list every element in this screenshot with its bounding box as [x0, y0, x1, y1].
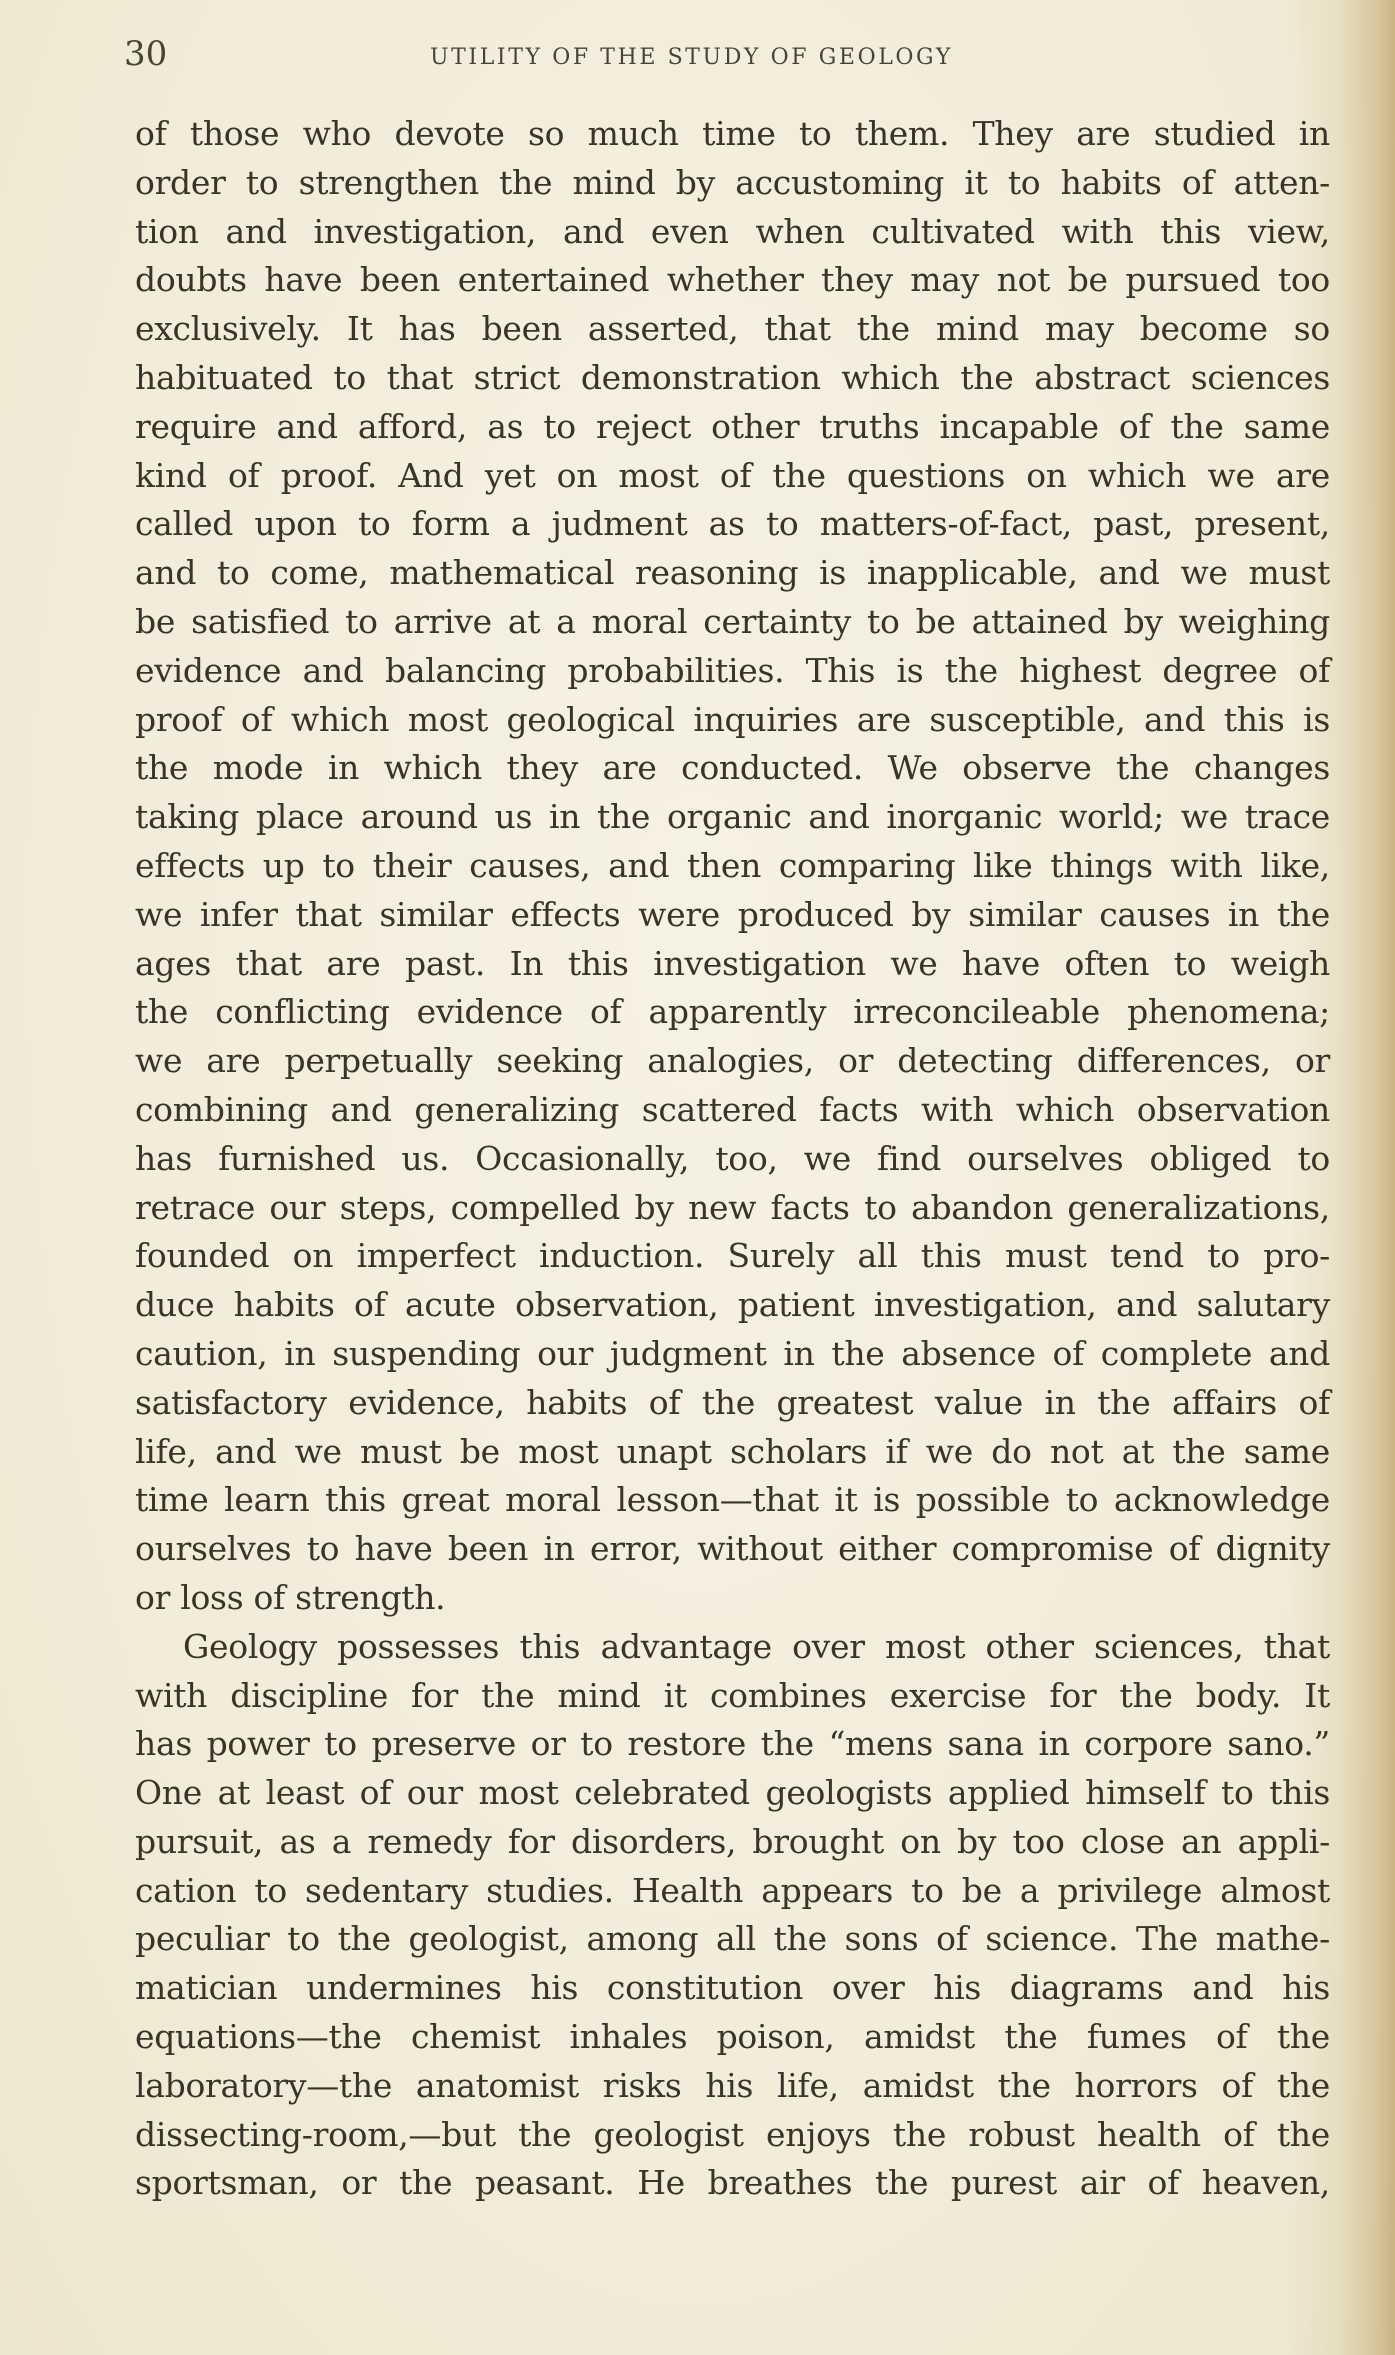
text-line: exclusively. It has been asserted, that the mind may become so: [135, 309, 1330, 349]
text-line: has furnished us. Occasionally, too, we find ourselves obliged to: [135, 1138, 1330, 1178]
text-line: Geology possesses this advantage over most other sciences, that: [183, 1626, 1330, 1666]
text-line: of those who devote so much time to them. They are studied in: [135, 114, 1330, 153]
page-number: 30: [124, 34, 168, 74]
text-line: sportsman, or the peasant. He breathes the purest air of heaven,: [135, 2163, 1330, 2203]
text-line: One at least of our most celebrated geologists applied himself to this: [135, 1773, 1330, 1813]
text-line: caution, in suspending our judgment in the absence of complete and: [135, 1333, 1330, 1373]
text-line: peculiar to the geologist, among all the sons of science. The mathe-: [135, 1919, 1330, 1959]
running-head: [0, 34, 1395, 74]
text-line: time learn this great moral lesson—that it is possible to acknowledge: [135, 1480, 1330, 1520]
paragraph-1: [135, 110, 1330, 1623]
text-line: habituated to that strict demonstration which the abstract sciences: [135, 357, 1330, 397]
paragraph-2: [135, 1623, 1330, 2209]
text-line: life, and we must be most unapt scholars if we do not at the same: [135, 1431, 1330, 1471]
body-text: [135, 110, 1330, 2208]
text-line: we are perpetually seeking analogies, or detecting differences, or: [135, 1041, 1330, 1081]
text-line: ourselves to have been in error, without either compromise of dignity: [135, 1529, 1330, 1569]
text-line: the mode in which they are conducted. We observe the changes: [135, 748, 1330, 788]
text-line: order to strengthen the mind by accustoming it to habits of atten-: [135, 162, 1330, 202]
running-title: UTILITY OF THE STUDY OF GEOLOGY: [430, 45, 953, 70]
text-line: the conflicting evidence of apparently irreconcileable phenomena;: [135, 992, 1330, 1032]
text-line: founded on imperfect induction. Surely all this must tend to pro-: [135, 1236, 1330, 1276]
text-line: require and afford, as to reject other truths incapable of the same: [135, 406, 1330, 446]
text-line: equations—the chemist inhales poison, amidst the fumes of the: [135, 2017, 1330, 2057]
text-line: tion and investigation, and even when cultivated with this view,: [135, 211, 1330, 251]
text-line: satisfactory evidence, habits of the greatest value in the affairs of: [135, 1382, 1330, 1422]
text-line: proof of which most geological inquiries are susceptible, and this is: [135, 699, 1330, 739]
text-line: kind of proof. And yet on most of the questions on which we are: [135, 455, 1330, 495]
text-line: be satisfied to arrive at a moral certainty to be attained by weighing: [135, 601, 1330, 641]
text-line: effects up to their causes, and then comparing like things with like,: [135, 845, 1330, 885]
text-line: matician undermines his constitution over his diagrams and his: [135, 1968, 1330, 2008]
text-line: laboratory—the anatomist risks his life, amidst the horrors of the: [135, 2065, 1330, 2105]
text-line: or loss of strength.: [135, 1577, 446, 1617]
text-line: combining and generalizing scattered facts with which observation: [135, 1089, 1330, 1129]
text-line: called upon to form a judment as to matters-of-fact, past, present,: [135, 504, 1330, 544]
text-line: duce habits of acute observation, patient investigation, and salutary: [135, 1285, 1330, 1325]
text-line: retrace our steps, compelled by new facts to abandon generalizations,: [135, 1187, 1330, 1227]
text-line: we infer that similar effects were produced by similar causes in the: [135, 894, 1330, 934]
text-line: evidence and balancing probabilities. This is the highest degree of: [135, 650, 1330, 690]
text-line: cation to sedentary studies. Health appears to be a privilege almost: [135, 1870, 1330, 1910]
text-line: ages that are past. In this investigation we have often to weigh: [135, 943, 1330, 983]
text-line: doubts have been entertained whether they may not be pursued too: [135, 260, 1330, 300]
text-line: pursuit, as a remedy for disorders, brought on by too close an appli-: [135, 1821, 1330, 1861]
text-line: has power to preserve or to restore the “mens sana in corpore sano.”: [135, 1724, 1330, 1764]
text-line: and to come, mathematical reasoning is inapplicable, and we must: [135, 553, 1330, 593]
text-line: dissecting-room,—but the geologist enjoys the robust health of the: [135, 2114, 1330, 2154]
text-line: with discipline for the mind it combines exercise for the body. It: [135, 1675, 1330, 1715]
text-line: taking place around us in the organic and inorganic world; we trace: [135, 797, 1330, 837]
